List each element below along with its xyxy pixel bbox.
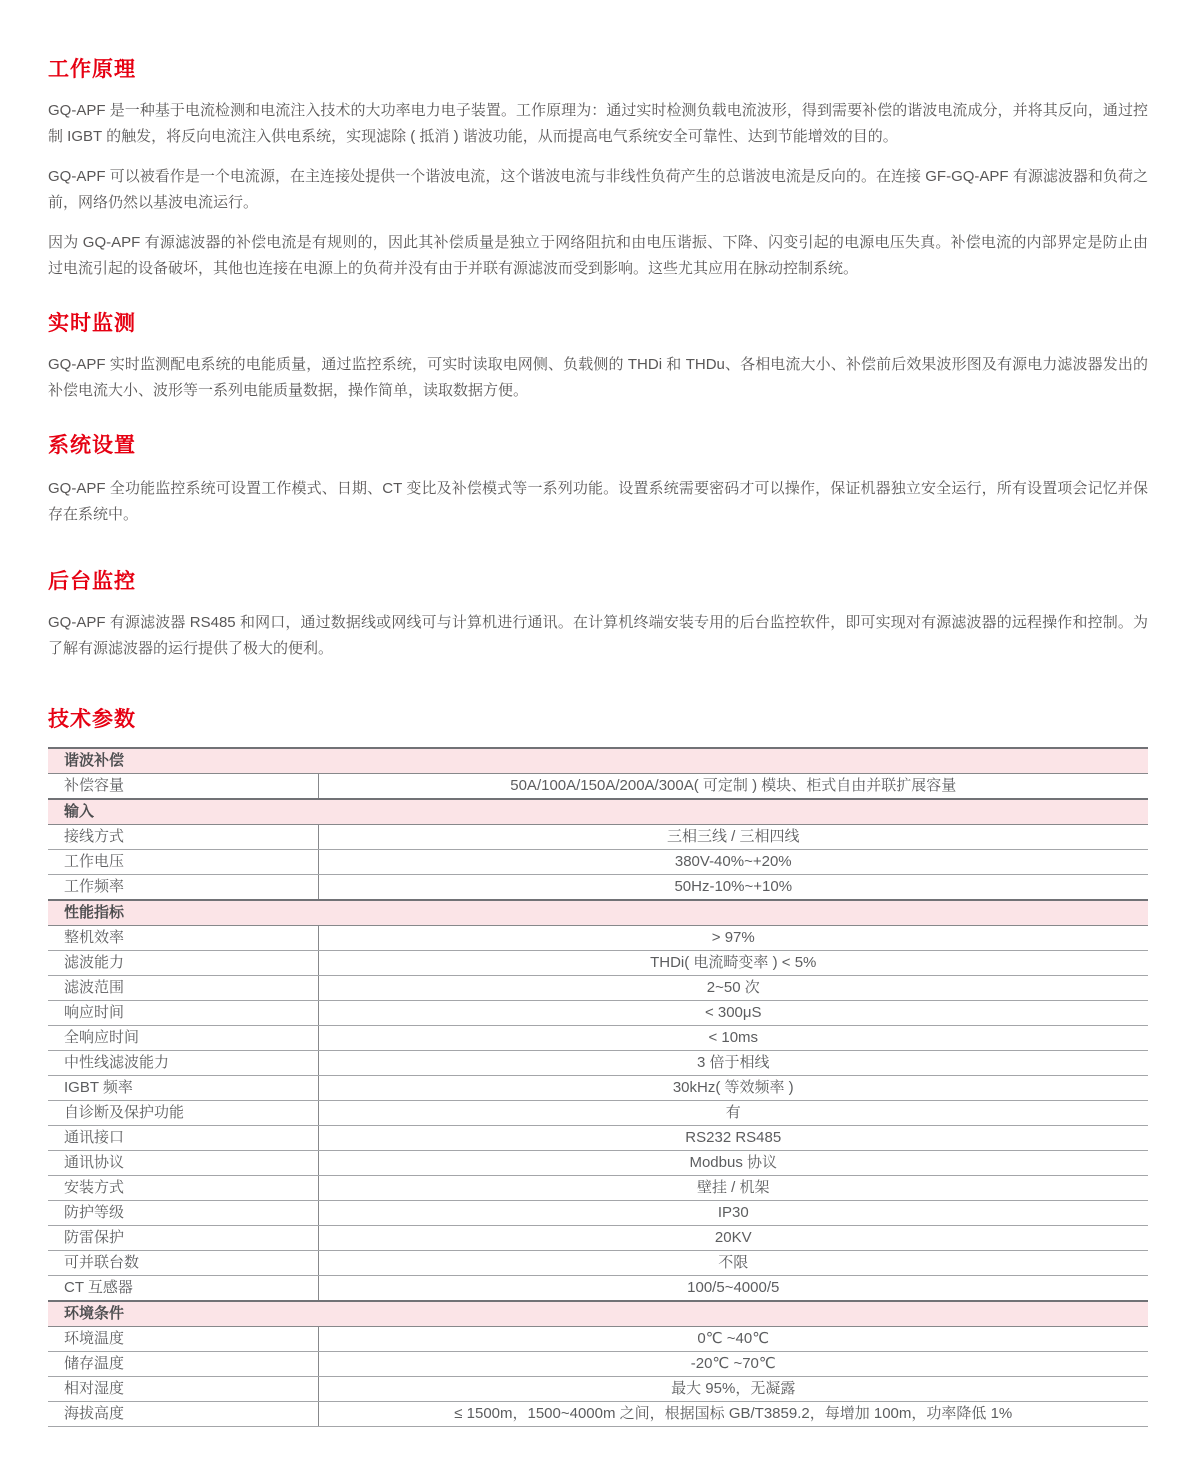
- spec-label-cell: 海拔高度: [48, 1402, 318, 1427]
- working-principle-paragraph-2: GQ-APF 可以被看作是一个电流源，在主连接处提供一个谐波电流，这个谐波电流与非线性负荷产生的总谐波电流是反向的。在连接 GF-GQ-APF 有源滤波器和负荷之前，网络仍然以基波电流运行。: [48, 168, 1148, 211]
- spec-value-cell: 20KV: [318, 1226, 1148, 1251]
- heading-system-settings: 系统设置: [48, 434, 136, 457]
- table-row: [48, 1276, 1148, 1302]
- spec-label-cell: 接线方式: [48, 825, 318, 850]
- table-row: [48, 850, 1148, 875]
- spec-label-cell: 中性线滤波能力: [48, 1051, 318, 1076]
- spec-label-cell: 滤波能力: [48, 951, 318, 976]
- spec-label-cell: CT 互感器: [48, 1276, 318, 1302]
- spec-value-cell: < 10ms: [318, 1026, 1148, 1051]
- table-group-header-input: [48, 799, 1148, 825]
- table-row: [48, 1201, 1148, 1226]
- table-row: [48, 875, 1148, 901]
- spec-value-cell: 壁挂 / 机架: [318, 1176, 1148, 1201]
- table-row: [48, 1151, 1148, 1176]
- spec-label-cell: 工作频率: [48, 875, 318, 901]
- spec-value-cell: 三相三线 / 三相四线: [318, 825, 1148, 850]
- spec-value-cell: 380V-40%~+20%: [318, 850, 1148, 875]
- spec-label-cell: 自诊断及保护功能: [48, 1101, 318, 1126]
- spec-value-cell: 100/5~4000/5: [318, 1276, 1148, 1302]
- spec-value-cell: 50Hz-10%~+10%: [318, 875, 1148, 901]
- spec-value-cell: -20℃ ~70℃: [318, 1352, 1148, 1377]
- table-group-header-environment: [48, 1301, 1148, 1327]
- spec-value-cell: 2~50 次: [318, 976, 1148, 1001]
- table-row: [48, 1226, 1148, 1251]
- spec-label-cell: 通讯协议: [48, 1151, 318, 1176]
- spec-label-cell: 安装方式: [48, 1176, 318, 1201]
- spec-label-cell: 工作电压: [48, 850, 318, 875]
- spec-label-cell: 通讯接口: [48, 1126, 318, 1151]
- heading-realtime-monitoring: 实时监测: [48, 312, 136, 335]
- table-row: [48, 1176, 1148, 1201]
- table-row: [48, 926, 1148, 951]
- working-principle-paragraph-1: GQ-APF 是一种基于电流检测和电流注入技术的大功率电力电子装置。工作原理为：通过实时检测负载电流波形，得到需要补偿的谐波电流成分，并将其反向，通过控制 IGBT 的触发，将反向电流注入供电系统，实现滤除 ( 抵消 ) 谐波功能，从而提高电气系统安全可靠性、达到节能增效的目的。: [48, 102, 1148, 145]
- group-header-label: 谐波补偿: [48, 748, 1148, 774]
- table-group-header-performance: [48, 900, 1148, 926]
- spec-label-cell: 整机效率: [48, 926, 318, 951]
- spec-value-cell: RS232 RS485: [318, 1126, 1148, 1151]
- table-row: [48, 1026, 1148, 1051]
- spec-value-cell: 50A/100A/150A/200A/300A( 可定制 ) 模块、柜式自由并联扩展容量: [318, 774, 1148, 800]
- table-row: [48, 1001, 1148, 1026]
- spec-value-cell: 不限: [318, 1251, 1148, 1276]
- spec-value-cell: 0℃ ~40℃: [318, 1327, 1148, 1352]
- spec-value-cell: 最大 95%，无凝露: [318, 1377, 1148, 1402]
- table-row: [48, 825, 1148, 850]
- heading-working-principle: 工作原理: [48, 58, 136, 81]
- spec-label-cell: 防护等级: [48, 1201, 318, 1226]
- spec-table: [48, 747, 1148, 1427]
- table-row: [48, 1327, 1148, 1352]
- table-row: [48, 774, 1148, 800]
- table-row: [48, 1101, 1148, 1126]
- spec-value-cell: ≤ 1500m，1500~4000m 之间，根据国标 GB/T3859.2，每增加 100m，功率降低 1%: [318, 1402, 1148, 1427]
- table-row: [48, 1377, 1148, 1402]
- group-header-label: 环境条件: [48, 1301, 1148, 1327]
- spec-value-cell: 有: [318, 1101, 1148, 1126]
- spec-value-cell: > 97%: [318, 926, 1148, 951]
- working-principle-paragraph-3: 因为 GQ-APF 有源滤波器的补偿电流是有规则的，因此其补偿质量是独立于网络阻抗和由电压谐振、下降、闪变引起的电源电压失真。补偿电流的内部界定是防止由过电流引起的设备破坏，其他也连接在电源上的负荷并没有由于并联有源滤波而受到影响。这些尤其应用在脉动控制系统。: [48, 234, 1148, 277]
- table-row: [48, 1251, 1148, 1276]
- spec-label-cell: 响应时间: [48, 1001, 318, 1026]
- backend-monitoring-paragraph: GQ-APF 有源滤波器 RS485 和网口，通过数据线或网线可与计算机进行通讯。在计算机终端安装专用的后台监控软件，即可实现对有源滤波器的远程操作和控制。为了解有源滤波器的运行提供了极大的便利。: [48, 614, 1148, 657]
- spec-label-cell: 环境温度: [48, 1327, 318, 1352]
- group-header-label: 输入: [48, 799, 1148, 825]
- table-group-header-harmonic-compensation: [48, 748, 1148, 774]
- spec-value-cell: Modbus 协议: [318, 1151, 1148, 1176]
- heading-backend-monitoring: 后台监控: [48, 570, 136, 593]
- spec-label-cell: 全响应时间: [48, 1026, 318, 1051]
- table-row: [48, 951, 1148, 976]
- spec-value-cell: 30kHz( 等效频率 ): [318, 1076, 1148, 1101]
- realtime-monitoring-paragraph: GQ-APF 实时监测配电系统的电能质量，通过监控系统，可实时读取电网侧、负载侧的 THDi 和 THDu、各相电流大小、补偿前后效果波形图及有源电力滤波器发出的补偿电流大小、波形等一系列电能质量数据，操作简单，读取数据方便。: [48, 356, 1148, 399]
- group-header-label: 性能指标: [48, 900, 1148, 926]
- spec-label-cell: 滤波范围: [48, 976, 318, 1001]
- table-row: [48, 1402, 1148, 1427]
- table-row: [48, 1076, 1148, 1101]
- spec-label-cell: 防雷保护: [48, 1226, 318, 1251]
- heading-technical-parameters: 技术参数: [48, 708, 136, 731]
- spec-value-cell: < 300μS: [318, 1001, 1148, 1026]
- table-row: [48, 1126, 1148, 1151]
- spec-value-cell: IP30: [318, 1201, 1148, 1226]
- spec-value-cell: 3 倍于相线: [318, 1051, 1148, 1076]
- spec-label-cell: 补偿容量: [48, 774, 318, 800]
- table-row: [48, 976, 1148, 1001]
- system-settings-paragraph: GQ-APF 全功能监控系统可设置工作模式、日期、CT 变比及补偿模式等一系列功能。设置系统需要密码才可以操作，保证机器独立安全运行，所有设置项会记忆并保存在系统中。: [48, 480, 1148, 523]
- table-row: [48, 1051, 1148, 1076]
- table-row: [48, 1352, 1148, 1377]
- spec-label-cell: 可并联台数: [48, 1251, 318, 1276]
- spec-label-cell: 储存温度: [48, 1352, 318, 1377]
- spec-label-cell: 相对湿度: [48, 1377, 318, 1402]
- spec-label-cell: IGBT 频率: [48, 1076, 318, 1101]
- spec-value-cell: THDi( 电流畸变率 ) < 5%: [318, 951, 1148, 976]
